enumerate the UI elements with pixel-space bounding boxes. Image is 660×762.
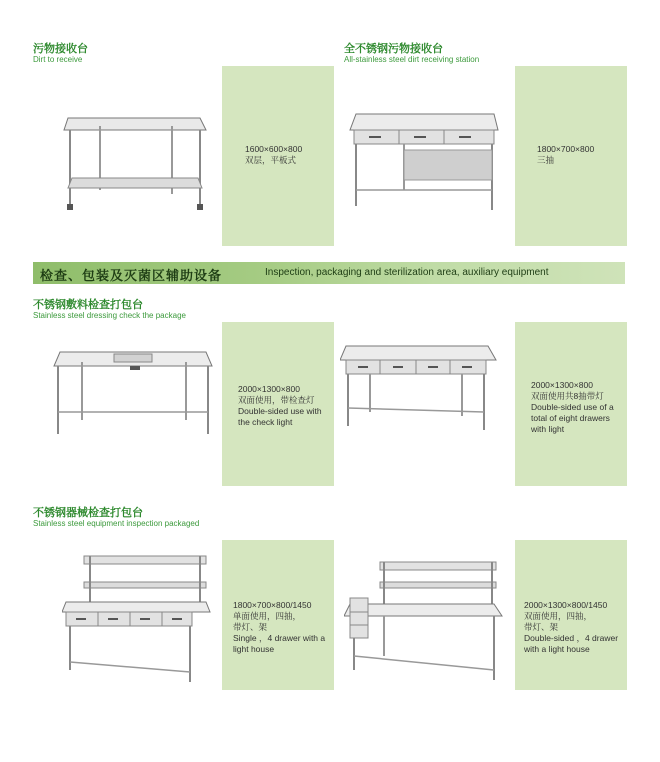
- spec-2-dimensions: 1800×700×800: [537, 144, 595, 154]
- double-sided-four-drawer-table-icon: [344, 552, 504, 688]
- spec-5-feature-en-2: light house: [233, 644, 275, 654]
- spec-6-feature-en-1: Double-sided ，4 drawer: [524, 633, 619, 643]
- spec-4: [531, 380, 614, 435]
- spec-1-dimensions: 1600×600×800: [245, 144, 303, 154]
- section-banner: [33, 262, 625, 284]
- section-2-subtitle: All-stainless steel dirt receiving station: [344, 55, 480, 64]
- section-3-title: 不锈钢敷料检查打包台: [33, 299, 143, 311]
- spec-3-feature-cn: 双面使用，带检查灯: [238, 395, 315, 405]
- spec-4-feature-cn: 双面使用共8抽带灯: [531, 391, 604, 401]
- banner-title-en: Inspection, packaging and sterilization area, auxiliary equipment: [265, 267, 549, 278]
- section-1-subtitle: Dirt to receive: [33, 55, 83, 64]
- spec-4-dimensions: 2000×1300×800: [531, 380, 593, 390]
- spec-4-feature-en-3: with light: [531, 424, 565, 434]
- spec-6-feature-en-2: with a light house: [524, 644, 590, 654]
- section-2-title: 全不锈钢污物接收台: [344, 43, 443, 55]
- spec-4-feature-en-2: total of eight drawers: [531, 413, 610, 423]
- section-1-title: 污物接收台: [33, 43, 88, 55]
- double-layer-flat-table-icon: [60, 108, 208, 220]
- spec-1-feature: 双层，平板式: [245, 155, 297, 165]
- spec-4-feature-en-1: Double-sided use of a: [531, 402, 614, 412]
- spec-5-feature-cn-1: 单面使用，四抽，: [233, 611, 302, 621]
- three-drawer-table-icon: [344, 108, 500, 220]
- spec-6-dimensions: 2000×1300×800/1450: [524, 600, 608, 610]
- spec-1: [245, 144, 302, 166]
- single-sided-four-drawer-table-icon: [62, 552, 212, 692]
- spec-5-feature-en-1: Single ，4 drawer with a: [233, 633, 326, 643]
- dressing-check-table-icon: [52, 346, 214, 442]
- spec-6-feature-cn-1: 双面使用，四抽，: [524, 611, 593, 621]
- spec-2: [537, 144, 594, 166]
- spec-6: [524, 600, 618, 655]
- section-5-title: 不锈钢器械检查打包台: [33, 507, 143, 519]
- spec-6-feature-cn-2: 带灯、架: [524, 622, 559, 632]
- eight-drawer-table-icon: [340, 342, 498, 436]
- spec-3-feature-en-2: the check light: [238, 417, 293, 427]
- section-5-subtitle: Stainless steel equipment inspection packaged: [33, 519, 200, 528]
- spec-3-dimensions: 2000×1300×800: [238, 384, 300, 394]
- spec-3-feature-en-1: Double-sided use with: [238, 406, 322, 416]
- spec-3: [238, 384, 322, 428]
- spec-5-dimensions: 1800×700×800/1450: [233, 600, 312, 610]
- section-3-subtitle: Stainless steel dressing check the package: [33, 311, 186, 320]
- spec-5-feature-cn-2: 带灯、架: [233, 622, 268, 632]
- banner-title-cn: 检查、包装及灭菌区辅助设备: [40, 268, 223, 283]
- spec-2-feature: 三抽: [537, 155, 555, 165]
- spec-5: [233, 600, 325, 655]
